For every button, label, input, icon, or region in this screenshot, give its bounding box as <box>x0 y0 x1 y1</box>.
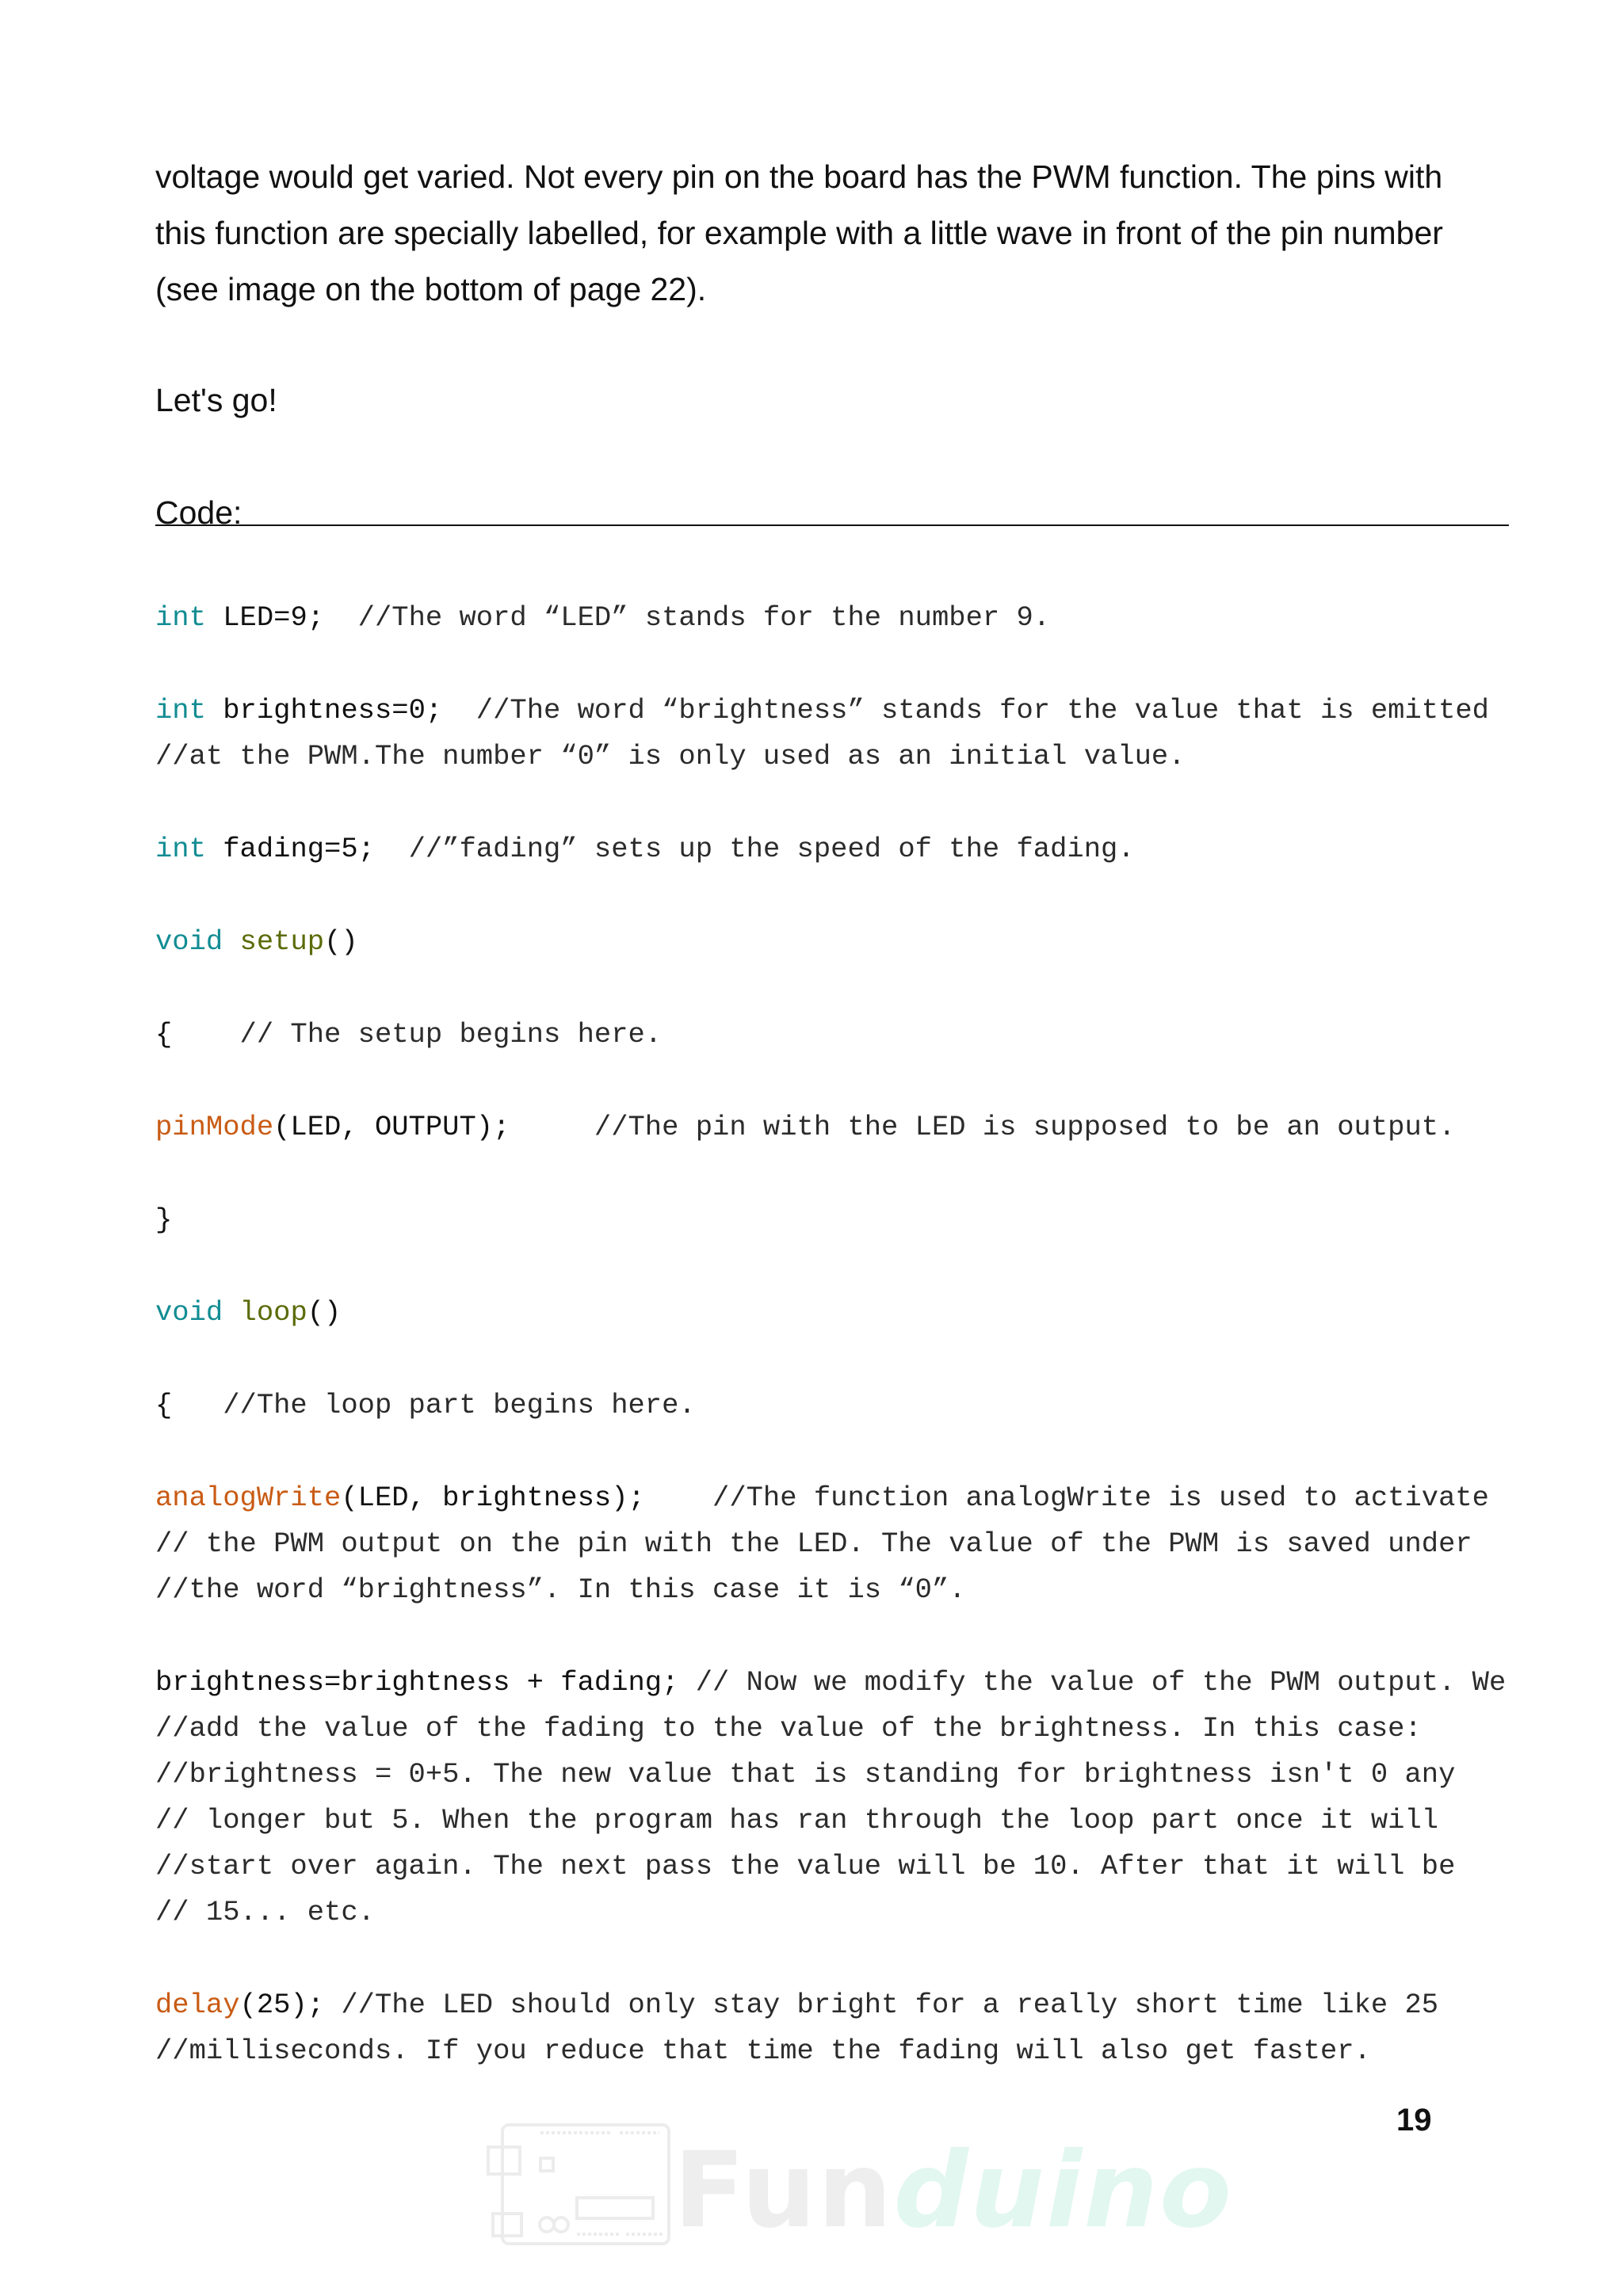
code-brace: { <box>155 1018 173 1051</box>
page-number: 19 <box>1396 2103 1432 2138</box>
arduino-board-icon <box>485 2115 675 2250</box>
lets-go-text: Let's go! <box>155 382 277 418</box>
watermark-logo-text <box>674 2131 1233 2250</box>
code-line-comment <box>155 1708 1422 1749</box>
keyword: int <box>155 833 206 865</box>
code-comment: //The word “LED” stands for the number 9. <box>324 601 1051 634</box>
code-comment: // longer but 5. When the program has ran through the loop part once it will <box>155 1804 1439 1836</box>
code-line-delay <box>155 1985 1438 2026</box>
code-text: () <box>324 925 358 958</box>
code-brace: { <box>155 1389 173 1421</box>
code-text: fading=5; <box>205 833 375 865</box>
watermark-fun: Fun <box>674 2130 894 2252</box>
code-brace: } <box>155 1203 173 1236</box>
code-line-comment <box>155 2031 1371 2072</box>
code-comment: // Now we modify the value of the PWM output. We <box>678 1666 1507 1699</box>
code-comment: //The word “brightness” stands for the value that is emitted <box>442 694 1489 727</box>
code-line-setup-open-brace <box>155 1014 662 1055</box>
heading-underline <box>155 524 1509 526</box>
code-comment: //milliseconds. If you reduce that time the fading will also get faster. <box>155 2035 1371 2067</box>
code-line-setup-signature <box>155 921 358 963</box>
function-name: pinMode <box>155 1111 274 1143</box>
code-text: (25); <box>239 1989 325 2021</box>
code-text: () <box>307 1296 342 1329</box>
code-text: LED=9; <box>205 601 325 634</box>
code-heading: Code: <box>155 494 242 531</box>
code-text: (LED, brightness); <box>341 1482 645 1514</box>
code-comment: // 15... etc. <box>155 1896 375 1928</box>
code-space <box>223 1296 239 1329</box>
code-line-brightness-update <box>155 1662 1506 1703</box>
code-comment: //start over again. The next pass the value will be 10. After that it will be <box>155 1850 1456 1882</box>
code-line-comment <box>155 1524 1472 1565</box>
code-comment: //The LED should only stay bright for a really short time like 25 <box>324 1989 1439 2021</box>
code-line-comment <box>155 1846 1455 1887</box>
code-line-comment <box>155 1754 1455 1795</box>
paragraph-line: voltage would get varied. Not every pin on the board has the PWM function. The pins with <box>155 158 1443 195</box>
keyword: void <box>155 1296 223 1329</box>
function-name: analogWrite <box>155 1482 342 1514</box>
code-comment: //brightness = 0+5. The new value that is standing for brightness isn't 0 any <box>155 1758 1456 1791</box>
code-comment: //at the PWM.The number “0” is only used as an initial value. <box>155 740 1186 772</box>
code-line-comment <box>155 1569 966 1611</box>
code-text: brightness=brightness + fading; <box>155 1666 679 1699</box>
code-text: brightness=0; <box>205 694 443 727</box>
code-text: (LED, OUTPUT); <box>273 1111 510 1143</box>
code-line-comment <box>155 1800 1438 1841</box>
code-comment: //The pin with the LED is supposed to be an output. <box>510 1111 1456 1143</box>
code-comment: //The function analogWrite is used to activate <box>644 1482 1489 1514</box>
code-comment: // the PWM output on the pin with the LED. The value of the PWM is saved under <box>155 1527 1472 1560</box>
code-comment: //The loop part begins here. <box>172 1389 696 1421</box>
code-line-pinmode <box>155 1107 1455 1148</box>
code-comment: //add the value of the fading to the value of the brightness. In this case: <box>155 1712 1422 1745</box>
code-line-comment <box>155 1892 375 1933</box>
code-line-comment <box>155 736 1186 777</box>
watermark-duino: duino <box>893 2130 1233 2252</box>
keyword: void <box>155 925 223 958</box>
intro-paragraph <box>155 149 1503 318</box>
function-name: setup <box>239 925 325 958</box>
code-line-led-declaration <box>155 597 1050 639</box>
code-comment: //”fading” sets up the speed of the fading. <box>374 833 1135 865</box>
paragraph-line: (see image on the bottom of page 22). <box>155 271 707 307</box>
code-comment: //the word “brightness”. In this case it is “0”. <box>155 1573 966 1606</box>
code-line-loop-open-brace <box>155 1385 696 1426</box>
paragraph-line: this function are specially labelled, for example with a little wave in front of the pin number <box>155 215 1443 251</box>
funduino-watermark <box>485 2115 1233 2252</box>
code-line-loop-signature <box>155 1292 341 1333</box>
code-space <box>223 925 239 958</box>
function-name: delay <box>155 1989 240 2021</box>
code-line-fading-declaration <box>155 829 1135 870</box>
keyword: int <box>155 601 206 634</box>
function-name: loop <box>239 1296 307 1329</box>
code-comment: // The setup begins here. <box>172 1018 663 1051</box>
code-line-brightness-declaration <box>155 690 1489 731</box>
code-block <box>155 597 1582 2067</box>
code-line-setup-close-brace <box>155 1199 172 1241</box>
code-line-analogwrite <box>155 1478 1489 1519</box>
keyword: int <box>155 694 206 727</box>
